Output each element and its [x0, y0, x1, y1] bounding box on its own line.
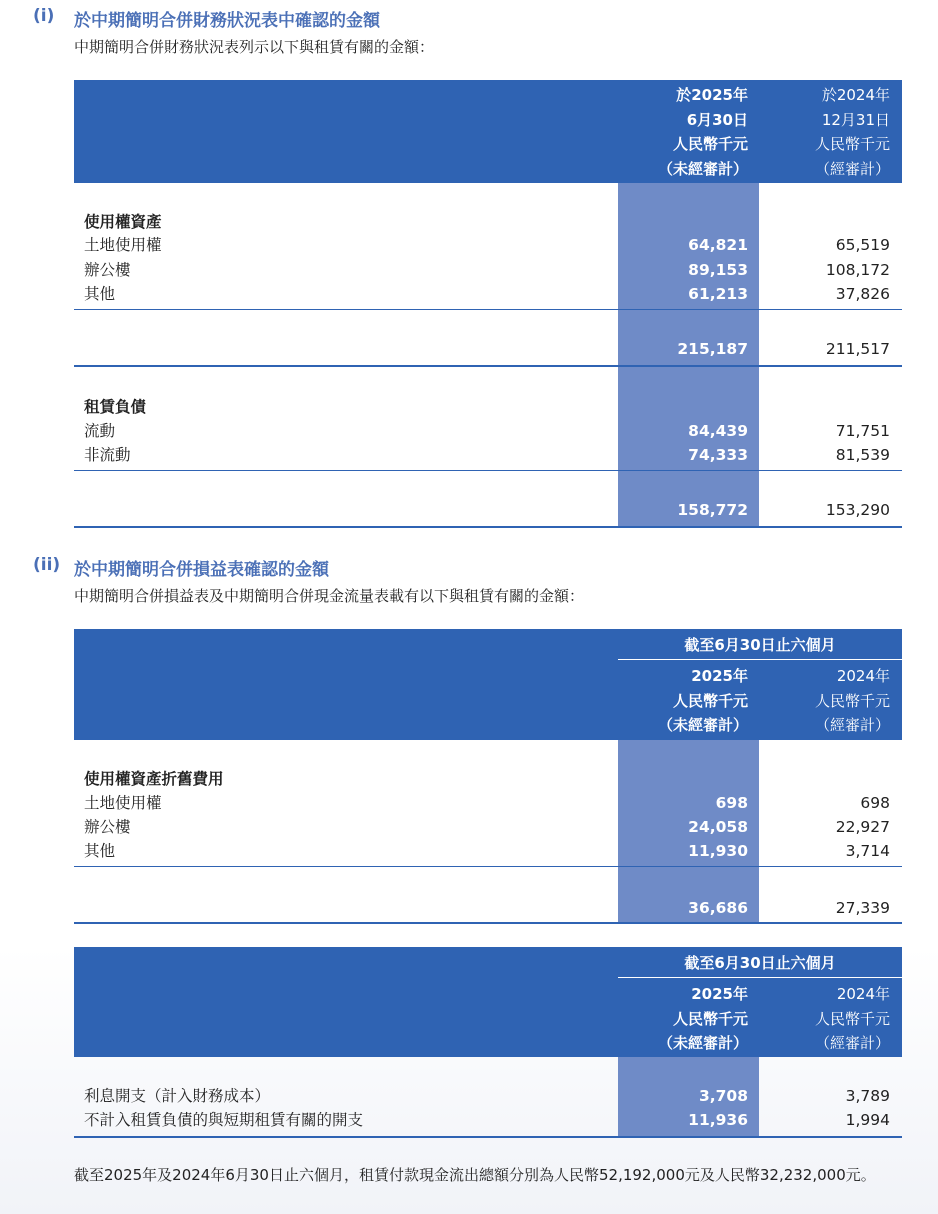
total-2024: 211,517 [825, 340, 890, 358]
row-heading: 使用權資產折舊費用 [84, 770, 224, 788]
value-2025: 84,439 [688, 422, 748, 440]
header-col-2025: 於2025年 6月30日 人民幣千元 （未經審計） [657, 86, 748, 178]
section-number: (ii) [33, 555, 61, 575]
section-subtitle: 中期簡明合併損益表及中期簡明合併現金流量表載有以下與租賃有關的金額： [74, 587, 585, 605]
total-2025: 215,187 [677, 340, 748, 358]
header-col-2025: 2025年 人民幣千元 （未經審計） [657, 985, 748, 1052]
subtotal-rule [74, 309, 902, 310]
row-heading: 使用權資產 [84, 213, 162, 231]
value-2025: 3,708 [698, 1087, 748, 1105]
section-title: 於中期簡明合併財務狀況表中確認的金額 [74, 11, 380, 31]
row-label: 辦公樓 [84, 818, 131, 836]
subtotal-rule [74, 470, 902, 471]
value-2024: 71,751 [835, 422, 890, 440]
header-col-2024: 2024年 人民幣千元 （經審計） [814, 985, 890, 1052]
section-number: (i) [33, 6, 55, 26]
value-2025: 64,821 [688, 236, 748, 254]
subtotal-rule [74, 866, 902, 867]
span-divider [618, 977, 902, 978]
header-col-2024: 於2024年 12月31日 人民幣千元 （經審計） [814, 86, 890, 178]
total-rule [74, 365, 902, 367]
span-divider [618, 659, 902, 660]
value-2025: 698 [715, 794, 748, 812]
period-span-header: 截至6月30日止六個月 [684, 954, 836, 972]
period-span-header: 截至6月30日止六個月 [684, 636, 836, 654]
header-col-2024: 2024年 人民幣千元 （經審計） [814, 667, 890, 734]
value-2025: 61,213 [688, 285, 748, 303]
section-subtitle: 中期簡明合併財務狀況表列示以下與租賃有關的金額： [74, 38, 435, 56]
row-label: 土地使用權 [84, 794, 162, 812]
value-2024: 108,172 [825, 261, 890, 279]
row-label: 其他 [84, 842, 116, 860]
value-2025: 11,930 [688, 842, 748, 860]
value-2025: 74,333 [688, 446, 748, 464]
value-2024: 3,789 [845, 1087, 890, 1105]
value-2024: 1,994 [845, 1111, 890, 1129]
value-2024: 37,826 [835, 285, 890, 303]
value-2025: 11,936 [688, 1111, 748, 1129]
row-label: 利息開支（計入財務成本） [84, 1087, 271, 1105]
total-rule [74, 1136, 902, 1138]
total-rule [74, 526, 902, 528]
row-label: 不計入租賃負債的與短期租賃有關的開支 [84, 1111, 364, 1129]
row-label: 其他 [84, 285, 116, 303]
value-2025: 24,058 [688, 818, 748, 836]
value-2024: 3,714 [845, 842, 890, 860]
total-2024: 27,339 [835, 899, 890, 917]
section-title: 於中期簡明合併損益表確認的金額 [74, 560, 329, 580]
row-label: 土地使用權 [84, 236, 162, 254]
total-2025: 158,772 [677, 501, 748, 519]
total-rule [74, 922, 902, 924]
row-label: 非流動 [84, 446, 131, 464]
value-2024: 65,519 [835, 236, 890, 254]
value-2024: 698 [860, 794, 890, 812]
total-2024: 153,290 [825, 501, 890, 519]
footnote: 截至2025年及2024年6月30日止六個月，租賃付款現金流出總額分別為人民幣52,192,000元及人民幣32,232,000元。 [74, 1166, 876, 1184]
value-2025: 89,153 [688, 261, 748, 279]
row-heading: 租賃負債 [84, 398, 147, 416]
row-label: 流動 [84, 422, 116, 440]
header-col-2025: 2025年 人民幣千元 （未經審計） [657, 667, 748, 734]
value-2024: 81,539 [835, 446, 890, 464]
row-label: 辦公樓 [84, 261, 131, 279]
value-2024: 22,927 [835, 818, 890, 836]
total-2025: 36,686 [688, 899, 748, 917]
